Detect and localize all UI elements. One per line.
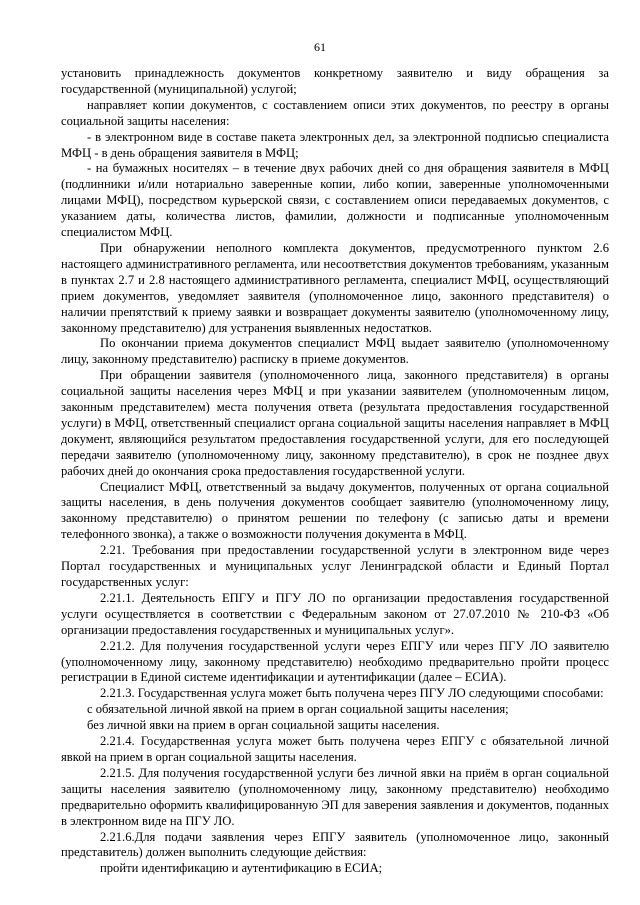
paragraph-2-21-2: 2.21.2. Для получения государственной услуги через ЕПГУ или через ПГУ ЛО заявителю (уполномоченному лицу, законному представителю) необходимо предварительно пройти процесс регистрации в Единой системе идентификации и аутентификации (далее – ЕСИА).: [61, 638, 609, 685]
page-number: 61: [314, 40, 326, 54]
paragraph-2-21: 2.21. Требования при предоставлении государственной услуги в электронном виде через Портал государственных и муниципальных услуг Ленинградской области и Единый Портал государственных услуг:: [61, 543, 609, 589]
list-item-with-visit: с обязательной личной явкой на прием в орган социальной защиты населения;: [87, 702, 509, 717]
list-item-without-visit: без личной явки на прием в орган социальной защиты населения.: [87, 718, 440, 733]
paragraph-2-21-5: 2.21.5. Для получения государственной услуги без личной явки на приём в орган социальной защиты населения заявителю (уполномоченному лицу, законному представителю) необходимо предварительно оформить квалифицированную ЭП для заверения заявления и документов, поданных в электронном виде на ПГУ ЛО.: [61, 765, 609, 828]
paragraph-2-21-1: 2.21.1. Деятельность ЕПГУ и ПГУ ЛО по организации предоставления государственной услуги осуществляется в соответствии с Федеральным законом от 27.07.2010 № 210-ФЗ «Об организации предоставления государственных и муниципальных услуг».: [61, 590, 609, 637]
paragraph-esia-step: пройти идентификацию и аутентификацию в ЕСИА;: [100, 861, 383, 876]
paragraph-4-paper: - на бумажных носителях – в течение двух рабочих дней со дня обращения заявителя в МФЦ (подлинники и/или нотариально заверенные копии, либо копии, заверенные уполномоченными лицами МФЦ), посредством курьерской связи, с составлением описи передаваемых документов, с указанием даты, количества листов, фамилии, должности и подписанные уполномоченным специалистом МФЦ.: [61, 161, 609, 240]
paragraph-7-result-delivery: При обращении заявителя (уполномоченного лица, законного представителя) в органы социальной защиты населения через МФЦ и при указании заявителем (уполномоченным лицом, законным представителем) места получения ответа (результата предоставления государственной услуги) в МФЦ, ответственный специалист органа социальной защиты населения направляет в МФЦ документ, являющийся результатом предоставления государственной услуги, для его последующей передачи заявителю (уполномоченному лицу, законному представителю), в срок не позднее двух рабочих дней до окончания срока предоставления государственной услуги.: [61, 368, 609, 478]
paragraph-5-incomplete-set: При обнаружении неполного комплекта документов, предусмотренного пунктом 2.6 настоящего административного регламента, или несоответствия документов требованиям, указанным в пунктах 2.7 и 2.8 настоящего административного регламента, специалист МФЦ, осуществляющий прием документов, уведомляет заявителя (уполномоченное лицо, законного представителя) о наличии препятствий к приему заявки и возвращает документы заявителю (уполномоченному лицу, законному представителю) для устранения выявленных недостатков.: [61, 240, 609, 335]
paragraph-1: установить принадлежность документов конкретному заявителю и виду обращения за государственной (муниципальной) услугой;: [61, 66, 609, 96]
paragraph-2-21-3: 2.21.3. Государственная услуга может быть получена через ПГУ ЛО следующими способами:: [100, 686, 604, 701]
document-body: [61, 66, 609, 877]
paragraph-3-electronic: - в электронном виде в составе пакета электронных дел, за электронной подписью специалиста МФЦ - в день обращения заявителя в МФЦ;: [61, 129, 609, 160]
paragraph-6-receipt: По окончании приема документов специалист МФЦ выдает заявителю (уполномоченному лицу, законному представителю) расписку в приеме документов.: [61, 336, 609, 367]
paragraph-2: направляет копии документов, с составлением описи этих документов, по реестру в органы социальной защиты населения:: [61, 97, 609, 128]
paragraph-2-21-4: 2.21.4. Государственная услуга может быть получена через ЕПГУ с обязательной личной явкой на прием в орган социальной защиты населения.: [61, 734, 609, 764]
paragraph-2-21-6: 2.21.6.Для подачи заявления через ЕПГУ заявитель (уполномоченное лицо, законный представитель) должен выполнить следующие действия:: [61, 829, 609, 860]
paragraph-8-notification: Специалист МФЦ, ответственный за выдачу документов, полученных от органа социальной защиты населения, в день получения документов сообщает заявителю (уполномоченному лицу, законному представителю) о принятом решении по телефону (с записью даты и времени телефонного звонка), а также о возможности получения документа в МФЦ.: [61, 479, 609, 542]
